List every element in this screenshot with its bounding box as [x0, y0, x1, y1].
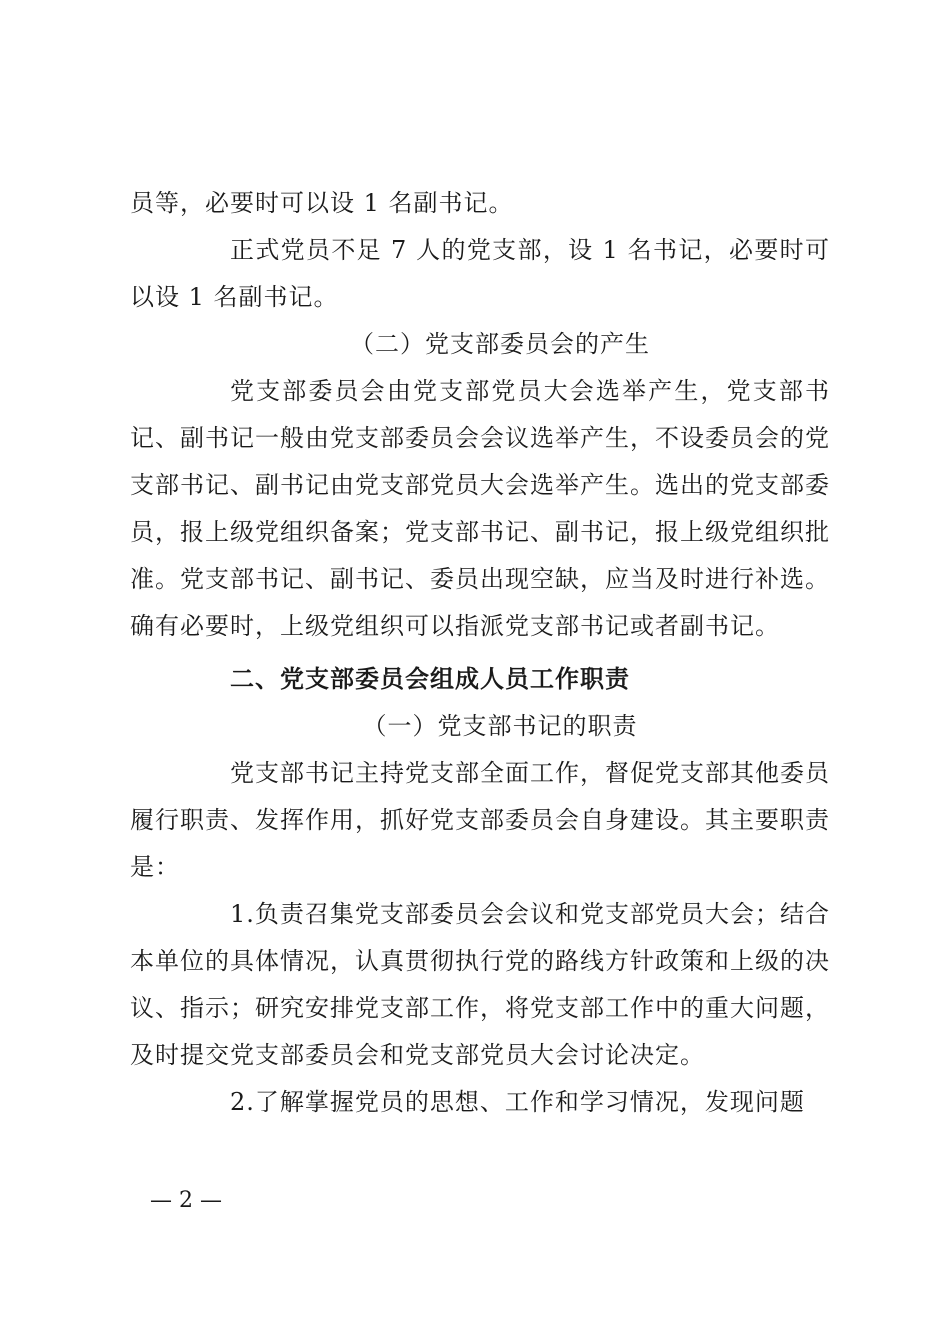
subheading-secretary-duties: （一）党支部书记的职责	[362, 712, 638, 740]
section-heading-duties: 二、党支部委员会组成人员工作职责	[230, 665, 630, 693]
paragraph-duty-2: 2.了解掌握党员的思想、工作和学习情况，发现问题	[230, 1088, 805, 1116]
page-number: — 2 —	[150, 1188, 222, 1213]
paragraph-continuation: 员等，必要时可以设 1 名副书记。	[130, 189, 514, 217]
paragraph-small-branch: 正式党员不足 7 人的党支部，设 1 名书记，必要时可以设 1 名副书记。	[130, 236, 830, 311]
paragraph-committee-election: 党支部委员会由党支部党员大会选举产生，党支部书记、副书记一般由党支部委员会会议选举产生，不设委员会的党支部书记、副书记由党支部党员大会选举产生。选出的党支部委员，报上级党组织备案；党支部书记、副书记，报上级党组织批准。党支部书记、副书记、委员出现空缺，应当及时进行补选。确有必要时，上级党组织可以指派党支部书记或者副书记。	[130, 377, 830, 640]
subheading-committee-election: （二）党支部委员会的产生	[350, 330, 650, 358]
document-body	[130, 180, 830, 1126]
paragraph-duty-1: 1.负责召集党支部委员会会议和党支部党员大会；结合本单位的具体情况，认真贯彻执行党的路线方针政策和上级的决议、指示；研究安排党支部工作，将党支部工作中的重大问题，及时提交党支部委员会和党支部党员大会讨论决定。	[130, 900, 830, 1069]
paragraph-secretary-overview: 党支部书记主持党支部全面工作，督促党支部其他委员履行职责、发挥作用，抓好党支部委员会自身建设。其主要职责是：	[130, 759, 830, 881]
